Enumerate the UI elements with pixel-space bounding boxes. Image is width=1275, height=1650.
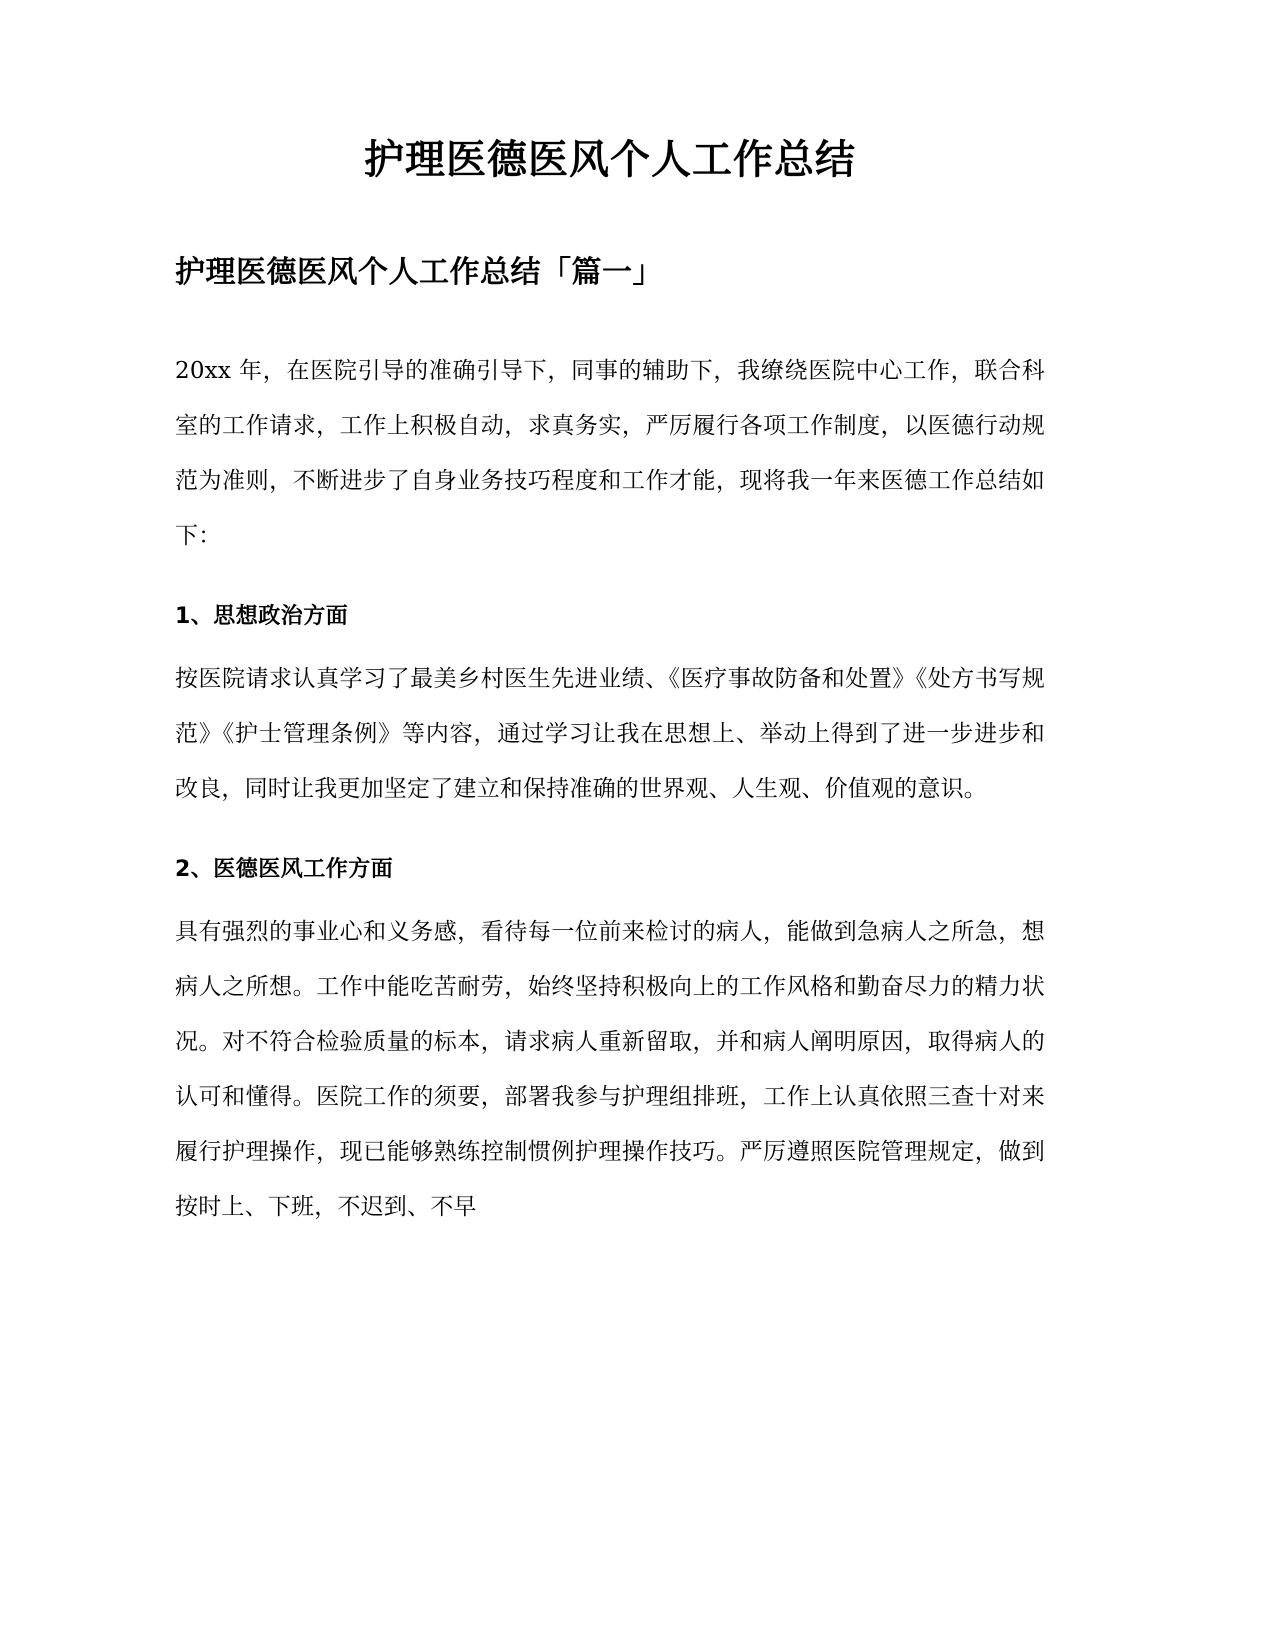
section-heading-2: 2、医德医风工作方面 [175, 857, 394, 882]
intro-paragraph: 20xx 年，在医院引导的准确引导下，同事的辅助下，我缭绕医院中心工作，联合科室的工作请求，工作上积极自动，求真务实，严厉履行各项工作制度，以医德行动规范为准则，不断进步了自身业务技巧程度和工作才能，现将我一年来医德工作总结如下： [175, 358, 1045, 549]
page-title: 护理医德医风个人工作总结 [364, 137, 856, 183]
section-body-1: 按医院请求认真学习了最美乡村医生先进业绩、《医疗事故防备和处置》《处方书写规范》《护士管理条例》等内容，通过学习让我在思想上、举动上得到了进一步进步和改良，同时让我更加坚定了建立和保持准确的世界观、人生观、价值观的意识。 [175, 666, 1045, 802]
document-subtitle: 护理医德医风个人工作总结「篇一」 [175, 255, 663, 290]
document-content [175, 0, 1045, 1235]
section-heading-1: 1、思想政治方面 [175, 604, 349, 629]
section-body-2: 具有强烈的事业心和义务感，看待每一位前来检讨的病人，能做到急病人之所急，想病人之所想。工作中能吃苦耐劳，始终坚持积极向上的工作风格和勤奋尽力的精力状况。对不符合检验质量的标本，请求病人重新留取，并和病人阐明原因，取得病人的认可和懂得。医院工作的须要，部署我参与护理组排班，工作上认真依照三查十对来履行护理操作，现已能够熟练控制惯例护理操作技巧。严厉遵照医院管理规定，做到按时上、下班，不迟到、不早 [175, 919, 1045, 1220]
